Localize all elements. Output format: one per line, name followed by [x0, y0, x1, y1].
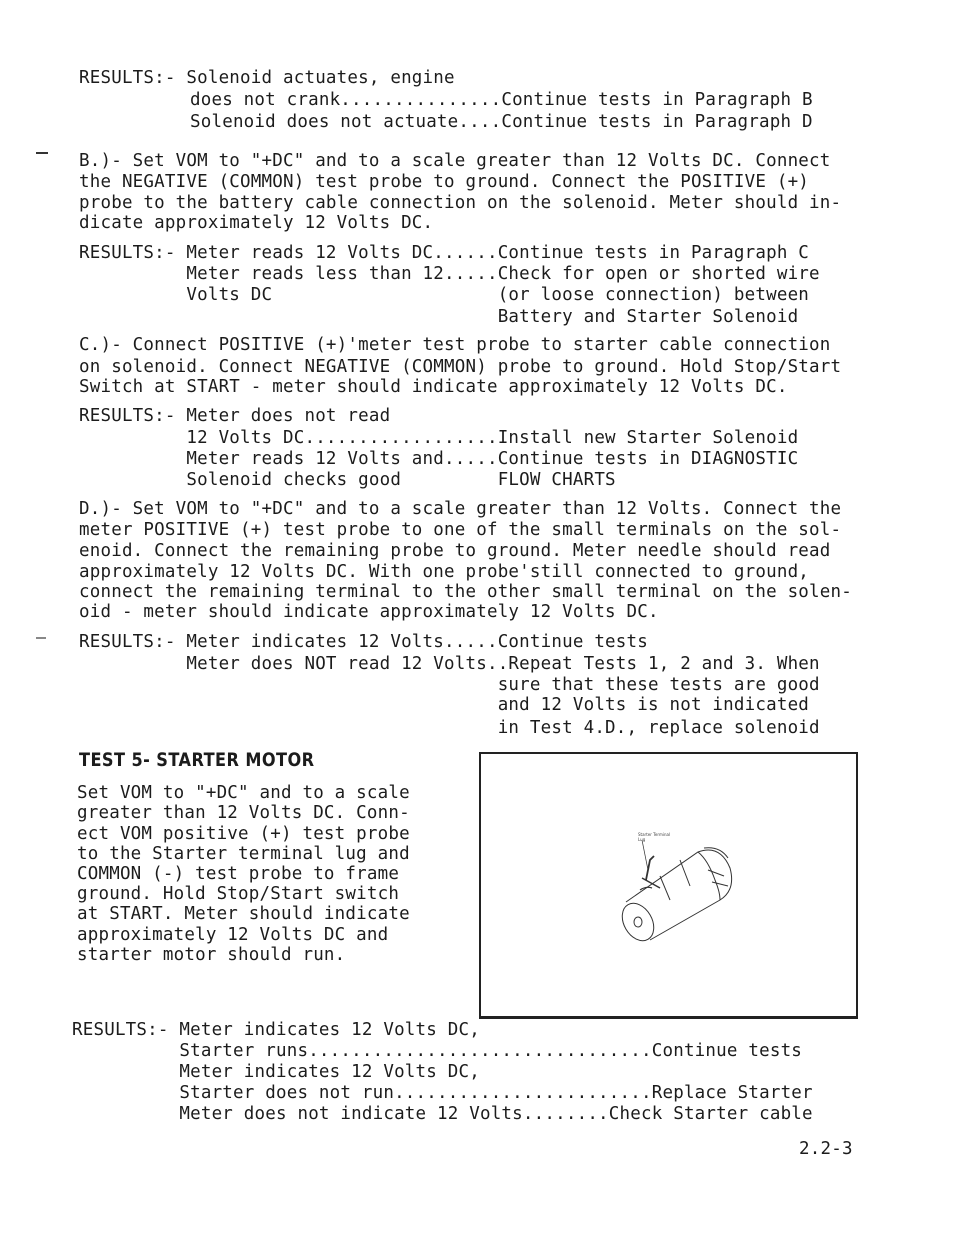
- results-5-line: Meter indicates 12 Volts DC,: [72, 1062, 480, 1082]
- section-d-line: D.)- Set VOM to "+DC" and to a scale greater than 12 Volts. Connect the: [79, 499, 842, 519]
- test5-line: Set VOM to "+DC" and to a scale: [77, 783, 410, 803]
- page-number: 2.2-3: [799, 1139, 853, 1159]
- results-d-line: sure that these tests are good: [79, 675, 820, 695]
- section-b-line: probe to the battery cable connection on the solenoid. Meter should in-: [79, 193, 842, 213]
- section-d-line: connect the remaining terminal to the other small terminal on the solen-: [79, 582, 852, 602]
- margin-mark: [36, 637, 46, 639]
- test5-line: to the Starter terminal lug and: [77, 844, 410, 864]
- test5-line: ground. Hold Stop/Start switch: [77, 884, 400, 904]
- results-c-line: RESULTS:- Meter does not read: [79, 406, 391, 426]
- results-b-line: Battery and Starter Solenoid: [79, 307, 799, 327]
- results-a-line1: RESULTS:- Solenoid actuates, engine: [79, 68, 455, 88]
- results-c-line: Solenoid checks good FLOW CHARTS: [79, 470, 616, 490]
- test5-line: approximately 12 Volts DC and: [77, 925, 389, 945]
- section-d-line: enoid. Connect the remaining probe to ground. Meter needle should read: [79, 541, 831, 561]
- results-d-line: RESULTS:- Meter indicates 12 Volts.....Continue tests: [79, 632, 649, 652]
- results-5-line: Meter does not indicate 12 Volts........Check Starter cable: [72, 1104, 813, 1124]
- test5-line: COMMON (-) test probe to frame: [77, 864, 400, 884]
- test5-line: ect VOM positive (+) test probe: [77, 824, 410, 844]
- results-d-line: in Test 4.D., replace solenoid: [79, 718, 820, 738]
- section-c-line: C.)- Connect POSITIVE (+)'meter test probe to starter cable connection: [79, 335, 831, 355]
- test5-line: at START. Meter should indicate: [77, 904, 410, 924]
- test5-line: starter motor should run.: [77, 945, 346, 965]
- margin-mark: [36, 152, 48, 154]
- results-c-line: Meter reads 12 Volts and.....Continue tests in DIAGNOSTIC: [79, 449, 799, 469]
- section-c-line: Switch at START - meter should indicate approximately 12 Volts DC.: [79, 377, 788, 397]
- results-c-line: 12 Volts DC..................Install new Starter Solenoid: [79, 428, 799, 448]
- results-a-line2: does not crank...............Continue tests in Paragraph B: [190, 90, 813, 110]
- section-c-line: on solenoid. Connect NEGATIVE (COMMON) probe to ground. Hold Stop/Start: [79, 357, 842, 377]
- section-b-line: dicate approximately 12 Volts DC.: [79, 213, 434, 233]
- results-b-line: Meter reads less than 12.....Check for open or shorted wire: [79, 264, 820, 284]
- results-d-line: Meter does NOT read 12 Volts..Repeat Tests 1, 2 and 3. When: [79, 654, 820, 674]
- results-a-line3: Solenoid does not actuate....Continue tests in Paragraph D: [190, 112, 813, 132]
- results-b-line: RESULTS:- Meter reads 12 Volts DC......Continue tests in Paragraph C: [79, 243, 810, 263]
- section-b-line: B.)- Set VOM to "+DC" and to a scale greater than 12 Volts DC. Connect: [79, 151, 831, 171]
- test5-line: greater than 12 Volts DC. Conn-: [77, 803, 410, 823]
- section-b-line: the NEGATIVE (COMMON) test probe to ground. Connect the POSITIVE (+): [79, 172, 810, 192]
- results-5-line: Starter does not run........................Replace Starter: [72, 1083, 813, 1103]
- results-d-line: and 12 Volts is not indicated: [79, 695, 810, 715]
- section-d-line: meter POSITIVE (+) test probe to one of the small terminals on the sol-: [79, 520, 842, 540]
- results-5-line: RESULTS:- Meter indicates 12 Volts DC,: [72, 1020, 480, 1040]
- section-d-line: approximately 12 Volts DC. With one probe'still connected to ground,: [79, 562, 810, 582]
- starter-motor-illustration: [620, 830, 740, 945]
- results-b-line: Volts DC (or loose connection) between: [79, 285, 810, 305]
- figure-label: Starter Terminal Lug: [638, 832, 671, 842]
- test5-heading: TEST 5- STARTER MOTOR: [79, 749, 315, 771]
- results-5-line: Starter runs................................Continue tests: [72, 1041, 803, 1061]
- section-d-line: oid - meter should indicate approximately 12 Volts DC.: [79, 602, 659, 622]
